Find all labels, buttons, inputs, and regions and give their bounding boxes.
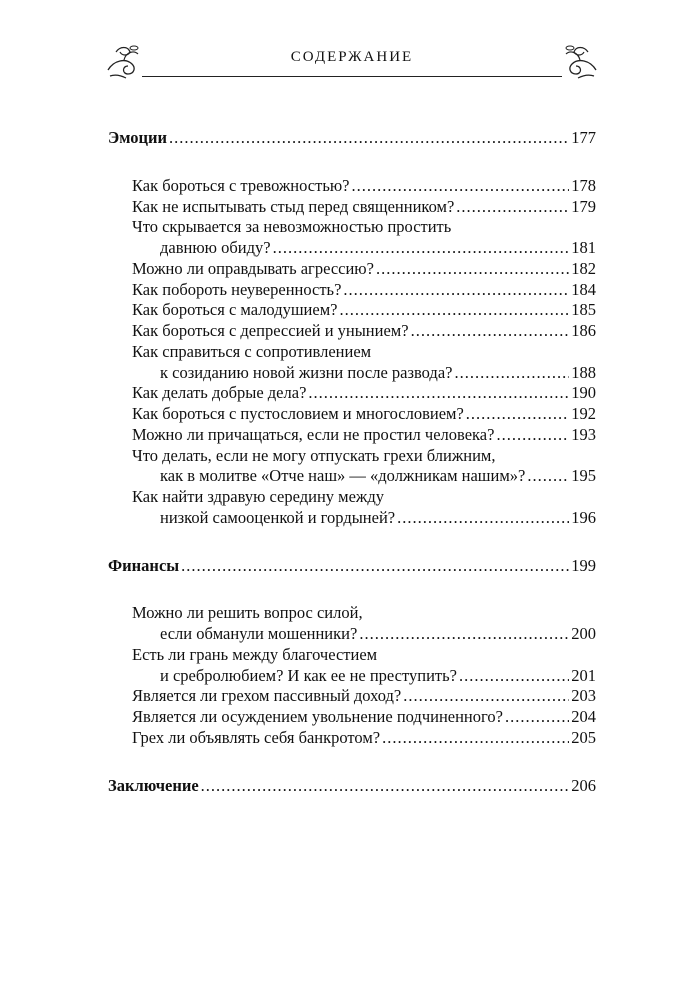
section-heading-row [108,776,596,797]
toc-entry-text: если обманули мошенники? [160,624,358,643]
page-number: 181 [571,238,596,257]
table-of-contents [108,128,596,796]
page-number: 184 [571,279,596,299]
toc-entry-text: Как делать добрые дела? [132,383,307,403]
dot-leader [352,176,570,196]
toc-entry-text: Что скрывается за невозможностью простить [132,217,452,237]
dot-leader [466,404,569,424]
dot-leader [403,686,569,706]
toc-entry-text: Как бороться с малодушием? [132,300,338,320]
toc-entry-text: Можно ли оправдывать агрессию? [132,258,374,278]
header-rule [142,76,562,77]
toc-entry-row [108,217,596,238]
toc-entry-row [108,666,596,687]
toc-entry-text: низкой самооценкой и гордыней? [160,507,396,527]
toc-entry-row [108,363,596,384]
page-number: 201 [571,665,596,685]
section-gap [108,576,596,603]
dot-leader [505,707,569,727]
toc-entry-row [108,645,596,666]
page-number: 179 [571,196,596,216]
dot-leader [359,624,569,644]
toc-entry-text: и сребролюбием? И как ее не преступить? [160,665,457,685]
dot-leader [343,280,569,300]
toc-entry-text: Как найти здравую середину между [132,487,384,506]
toc-entry-row [108,342,596,363]
page-number: 200 [571,624,596,643]
page-number: 185 [571,300,596,320]
dot-leader [273,238,570,258]
toc-entry-row [108,300,596,321]
toc-entry-row [108,603,596,624]
dot-leader [411,321,570,341]
section-heading-row [108,556,596,577]
dot-leader [181,556,569,576]
page-number: 206 [571,775,596,795]
toc-entry-text: Есть ли грань между благочестием [132,644,378,664]
toc-entry-row [108,487,596,508]
page-number: 186 [571,321,596,340]
dot-leader [382,728,569,748]
dot-leader [339,300,569,320]
toc-entry-text: Как справиться с сопротивлением [132,341,372,361]
toc-entry-row [108,197,596,218]
toc-entry-text: Как бороться с депрессией и унынием? [132,321,409,340]
dot-leader [201,776,570,796]
section-heading-text: Эмоции [108,128,167,147]
toc-entry-text: Как бороться с пустословием и многословием? [132,404,464,423]
flourish-ornament-icon [558,38,600,80]
toc-entry-row [108,321,596,342]
toc-entry-row [108,280,596,301]
dot-leader [397,508,569,528]
dot-leader [376,259,569,279]
page-number: 182 [571,258,596,278]
toc-entry-row [108,686,596,707]
toc-entry-text: Можно ли причащаться, если не простил человека? [132,424,495,444]
page-number: 195 [571,466,596,486]
toc-entry-row [108,259,596,280]
dot-leader [527,466,569,486]
page-number: 190 [571,383,596,403]
section-heading-text: Финансы [108,555,180,575]
section-gap [108,529,596,556]
toc-entry-row [108,508,596,529]
section-heading-row [108,128,596,149]
section-gap [108,149,596,176]
toc-entry-text: Можно ли решить вопрос силой, [132,603,363,623]
toc-entry-row [108,624,596,645]
section-heading-text: Заключение [108,775,199,795]
page-number: 188 [571,362,596,382]
page-header [104,38,600,82]
toc-entry-row [108,728,596,749]
dot-leader [496,425,569,445]
page-number: 177 [571,128,596,147]
toc-entry-text: как в молитве «Отче наш» — «должникам нашим»? [160,466,526,486]
dot-leader [454,363,569,383]
toc-entry-row [108,176,596,197]
toc-entry-row [108,446,596,467]
dot-leader [308,383,569,403]
dot-leader [459,666,569,686]
toc-entry-row [108,383,596,404]
toc-entry-text: Как не испытывать стыд перед священником? [132,196,455,216]
toc-entry-text: Что делать, если не могу отпускать грехи ближним, [132,445,496,465]
page-number: 178 [571,175,596,195]
toc-entry-row [108,404,596,425]
toc-entry-row [108,238,596,259]
toc-entry-row [108,425,596,446]
dot-leader [169,128,569,148]
toc-entry-text: Является ли осуждением увольнение подчиненного? [132,707,503,726]
toc-entry-row [108,707,596,728]
page-number: 199 [571,555,596,575]
toc-entry-text: давнюю обиду? [160,238,271,257]
dot-leader [456,197,569,217]
page-number: 205 [571,727,596,747]
section-gap [108,749,596,776]
page-number: 203 [571,686,596,706]
toc-entry-row [108,466,596,487]
toc-entry-text: Как побороть неуверенность? [132,279,342,299]
page-number: 192 [571,404,596,423]
page-number: 193 [571,424,596,444]
page-title: СОДЕРЖАНИЕ [290,49,414,65]
toc-entry-text: Является ли грехом пассивный доход? [132,686,402,706]
toc-entry-text: Грех ли объявлять себя банкротом? [132,727,381,747]
toc-entry-text: к созиданию новой жизни после развода? [160,362,453,382]
toc-entry-text: Как бороться с тревожностью? [132,175,350,195]
page-number: 196 [571,507,596,527]
page-number: 204 [571,707,596,726]
